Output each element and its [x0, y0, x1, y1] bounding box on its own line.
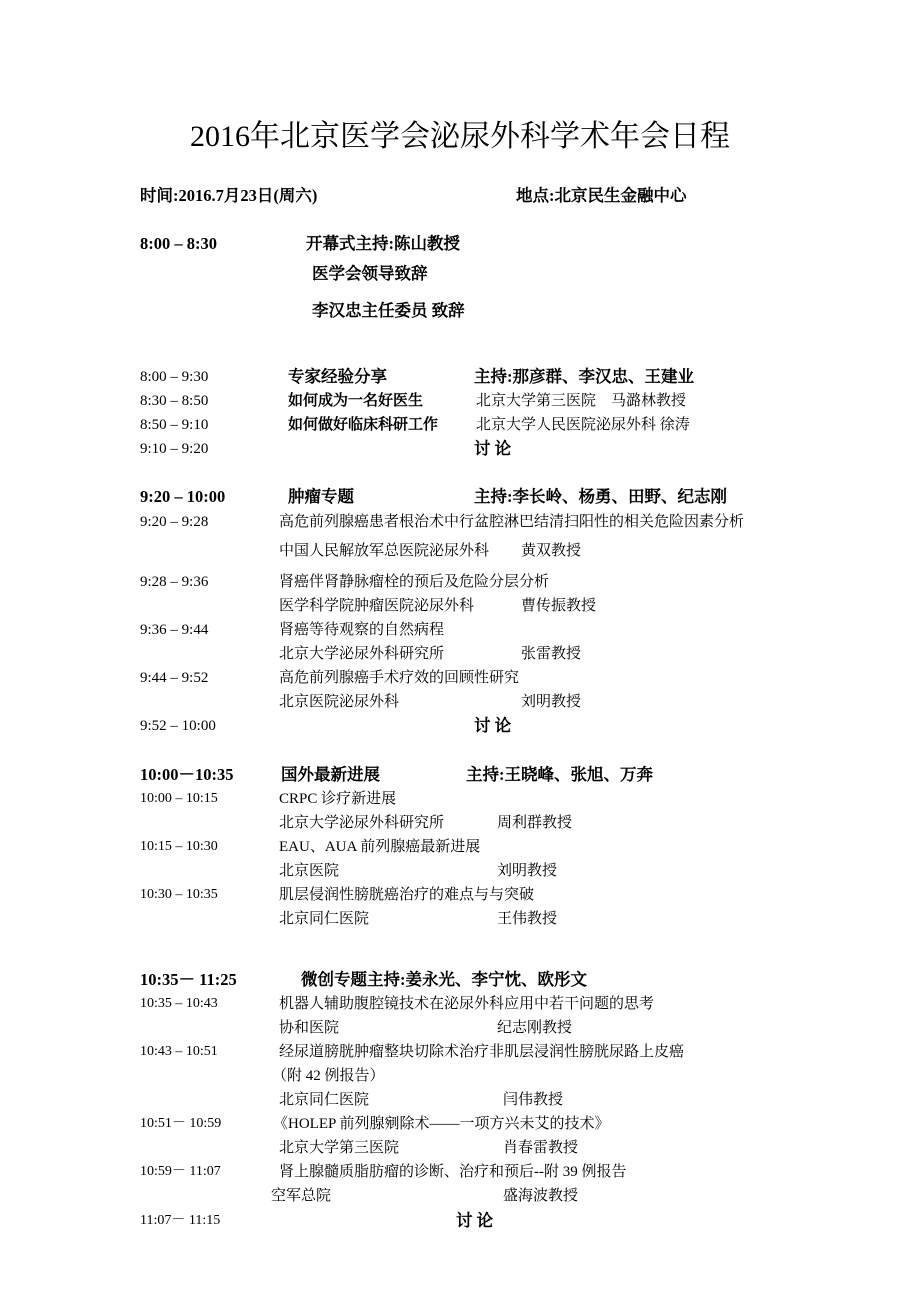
session-time: 10:35－ 11:25 [140, 970, 237, 989]
session-title: 微创专题主持:姜永光、李宁忱、欧彤文 [301, 970, 587, 989]
discussion-time: 9:52 – 10:00 [140, 718, 216, 734]
item-topic: 肾上腺髓质脂肪瘤的诊断、治疗和预后--附 39 例报告 [279, 1164, 627, 1180]
item-speaker: 黄双教授 [521, 543, 582, 559]
item-org: 北京同仁医院 [279, 1092, 370, 1108]
item-speaker: 周利群教授 [497, 815, 573, 831]
session-host: 主持:李长岭、杨勇、田野、纪志刚 [474, 487, 727, 506]
item-speaker: 北京大学人民医院泌尿外科 徐涛 [476, 417, 690, 433]
item-topic: 肾癌伴肾静脉瘤栓的预后及危险分层分析 [279, 574, 550, 590]
session-time: 9:20 – 10:00 [140, 487, 226, 506]
item-speaker: 闫伟教授 [503, 1092, 564, 1108]
item-org: 北京大学泌尿外科研究所 [279, 646, 445, 662]
opening-speech: 医学会领导致辞 [312, 264, 428, 283]
item-topic: 《HOLEP 前列腺剜除术——一项方兴未艾的技术》 [273, 1116, 610, 1132]
item-topic: CRPC 诊疗新进展 [279, 791, 397, 807]
item-time: 8:30 – 8:50 [140, 393, 209, 409]
item-org: 空军总院 [271, 1188, 332, 1204]
meeting-time: 时间:2016.7月23日(周六) [140, 186, 318, 205]
item-speaker: 肖春雷教授 [503, 1140, 579, 1156]
item-time: 10:59－ 11:07 [140, 1164, 221, 1179]
item-speaker: 盛海波教授 [503, 1188, 579, 1204]
item-topic: EAU、AUA 前列腺癌最新进展 [279, 839, 481, 855]
item-org: 协和医院 [279, 1020, 340, 1036]
item-time: 10:51－ 10:59 [140, 1116, 222, 1131]
item-time: 10:30 – 10:35 [140, 887, 218, 902]
item-topic: 高危前列腺癌手术疗效的回顾性研究 [279, 670, 520, 686]
item-topic: 如何做好临床科研工作 [288, 417, 439, 433]
session-title: 国外最新进展 [281, 765, 380, 784]
item-topic: 机器人辅助腹腔镜技术在泌尿外科应用中若干问题的思考 [279, 996, 655, 1012]
item-speaker: 刘明教授 [497, 863, 558, 879]
item-time: 10:35 – 10:43 [140, 996, 218, 1011]
discussion-label: 讨 论 [456, 1211, 494, 1230]
session-time: 8:00 – 9:30 [140, 369, 209, 385]
item-org: 北京同仁医院 [279, 911, 370, 927]
item-time: 8:50 – 9:10 [140, 417, 209, 433]
item-org: 中国人民解放军总医院泌尿外科 [279, 543, 490, 559]
item-time: 10:00 – 10:15 [140, 791, 218, 806]
item-speaker: 王伟教授 [497, 911, 558, 927]
item-org: 北京医院 [279, 863, 340, 879]
session-title: 肿瘤专题 [288, 487, 354, 506]
session-time: 10:00－10:35 [140, 765, 234, 784]
item-topic: 肾癌等待观察的自然病程 [279, 622, 445, 638]
item-speaker: 纪志刚教授 [497, 1020, 573, 1036]
item-topic: 如何成为一名好医生 [288, 393, 424, 409]
item-topic: 肌层侵润性膀胱癌治疗的难点与与突破 [279, 887, 535, 903]
item-time: 9:28 – 9:36 [140, 574, 209, 590]
item-speaker: 曹传振教授 [521, 598, 597, 614]
item-time: 9:44 – 9:52 [140, 670, 209, 686]
item-org: 医学科学院肿瘤医院泌尿外科 [279, 598, 475, 614]
item-org: 北京医院泌尿外科 [279, 694, 400, 710]
item-org: 北京大学泌尿外科研究所 [279, 815, 445, 831]
session-host: 主持:那彦群、李汉忠、王建业 [474, 367, 694, 386]
discussion-time: 9:10 – 9:20 [140, 441, 209, 457]
item-time: 9:36 – 9:44 [140, 622, 209, 638]
item-topic: 高危前列腺癌患者根治术中行盆腔淋巴结清扫阳性的相关危险因素分析 [279, 514, 745, 530]
item-speaker: 张雷教授 [521, 646, 582, 662]
item-topic: 经尿道膀胱肿瘤整块切除术治疗非肌层浸润性膀胱尿路上皮癌 [279, 1044, 685, 1060]
item-speaker: 北京大学第三医院 马潞林教授 [476, 393, 687, 409]
page-title: 2016年北京医学会泌尿外科学术年会日程 [190, 120, 730, 153]
discussion-time: 11:07－ 11:15 [140, 1213, 221, 1228]
meeting-place: 地点:北京民生金融中心 [516, 186, 687, 205]
opening-speech: 李汉忠主任委员 致辞 [312, 301, 465, 320]
session-host: 主持:王晓峰、张旭、万奔 [466, 765, 653, 784]
item-time: 9:20 – 9:28 [140, 514, 209, 530]
item-org: 北京大学第三医院 [279, 1140, 400, 1156]
opening-host: 开幕式主持:陈山教授 [306, 234, 460, 253]
discussion-label: 讨 论 [474, 716, 512, 735]
opening-time: 8:00 – 8:30 [140, 234, 217, 253]
item-time: 10:15 – 10:30 [140, 839, 218, 854]
item-topic-note: （附 42 例报告） [272, 1068, 385, 1084]
session-title: 专家经验分享 [288, 367, 387, 386]
discussion-label: 讨 论 [474, 439, 512, 458]
item-time: 10:43 – 10:51 [140, 1044, 218, 1059]
item-speaker: 刘明教授 [521, 694, 582, 710]
